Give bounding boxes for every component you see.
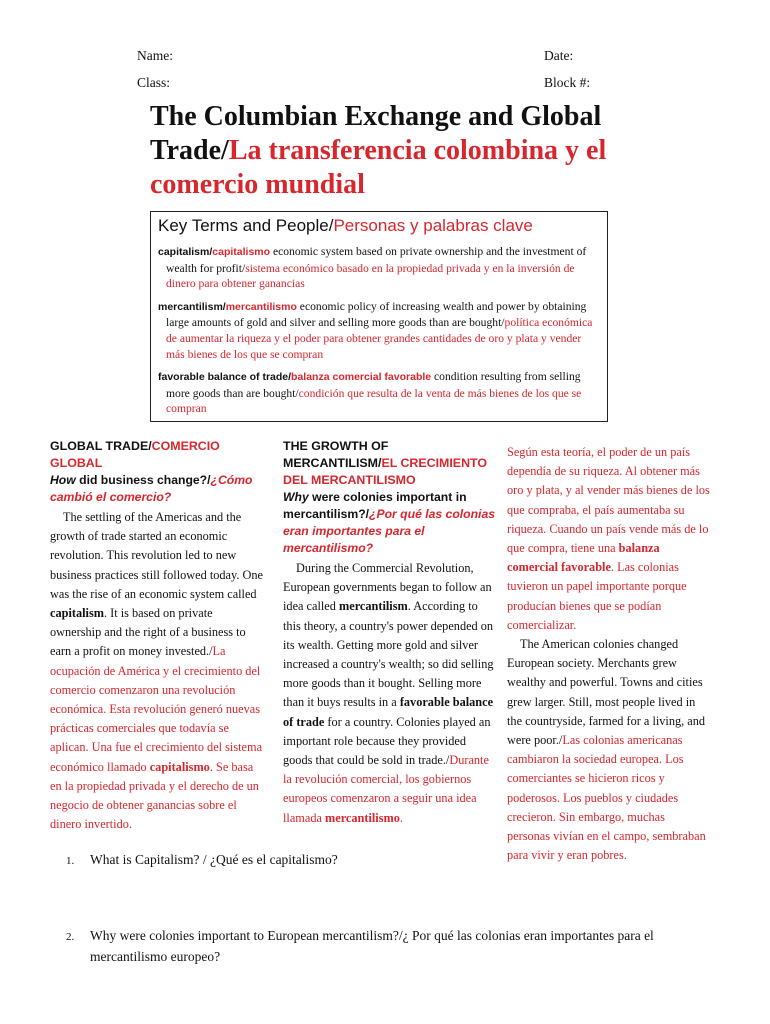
section-body-es xyxy=(507,443,710,635)
body-bold-term: favorable balance of trade xyxy=(283,695,494,729)
body-bold-term-es: capitalismo xyxy=(149,759,210,774)
section-heading-en: GLOBAL TRADE/ xyxy=(50,439,152,453)
key-terms-heading xyxy=(158,216,600,236)
body-text: . According to this theory, a country's power depended on its wealth. Getting more gold and silver increased a country's wealth; so did selling more goods than it bought. Selling more than it buys results in a xyxy=(283,599,494,710)
term-mercantilism xyxy=(158,299,600,362)
question-text-continued: mercantilismo europeo? xyxy=(90,949,221,964)
term-name-es: balanza comercial favorable xyxy=(291,371,432,384)
term-definition-es: sistema económico basado en la propiedad privada y en la inversión de dinero para obtener ganancias xyxy=(166,261,575,291)
name-label: Name: xyxy=(137,48,173,63)
page-title xyxy=(150,100,710,202)
body-text-es: . xyxy=(399,810,403,825)
question-emphasis: Why xyxy=(283,490,309,504)
body-bold-term: mercantilism xyxy=(339,599,408,614)
section-question xyxy=(50,472,265,506)
term-definition-es: condición que resulta de la venta de más bienes de los que se compran xyxy=(166,386,582,416)
term-name-es: mercantilismo xyxy=(225,300,297,313)
body-text-es: Durante la revolución comercial, los gobiernos europeos comenzaron a seguir una idea llamada xyxy=(283,753,489,825)
body-bold-term-es: mercantilismo xyxy=(325,810,400,825)
body-text: for a country. Colonies played an important role because they provided goods that could be sold in trade./ xyxy=(283,714,491,768)
term-name-en: mercantilism/ xyxy=(158,300,226,313)
question-text: What is Capitalism? / ¿Qué es el capitalismo? xyxy=(90,852,338,867)
section-body xyxy=(50,508,265,834)
term-definition-en: economic system based on private ownership and the investment of wealth for profit/ xyxy=(166,245,587,275)
body-bold-term: capitalism xyxy=(50,606,104,621)
section-continuation xyxy=(507,443,710,865)
question-number: 1. xyxy=(66,855,75,867)
term-definition-es: política económica de aumentar la riqueza y el poder para obtener grandes cantidades de oro y plata y vender más bienes de los que se compran xyxy=(166,316,593,361)
body-bold-term-es: balanza comercial favorable xyxy=(507,541,660,575)
term-definition-en: condition resulting from selling more goods than are bought/ xyxy=(166,370,581,400)
question-es: ¿Por qué las colonias eran importantes para el mercantilismo? xyxy=(283,507,496,555)
term-name-es: capitalismo xyxy=(212,246,271,258)
question-en: did business change?/ xyxy=(75,473,211,487)
body-text: The settling of the Americas and the growth of trade started an economic revolution. This revolution led to new business practices still followed today. One was the rise of an economic system called xyxy=(50,510,263,601)
section-global-trade xyxy=(50,438,265,834)
section-heading-es: COMERCIO GLOBAL xyxy=(50,439,220,470)
body-text-es: Según esta teoría, el poder de un país dependía de su riqueza. Al obtener más oro y plata, y al vender más bienes de los que compraba, el país aumentaba su riqueza. Cuando un país vende más de lo que compra, tiene una xyxy=(507,445,710,556)
body-text-es: Las colonias americanas cambiaron la sociedad europea. Los comerciantes se hicieron ricos y poderosos. Los pueblos y ciudades crecieron. Sin embargo, muchas personas vivían en el campo, sembraban para vivir y eran pobres. xyxy=(507,733,706,863)
body-text: The American colonies changed European society. Merchants grew wealthy and powerful. Towns and cities grew larger. Still, most people lived in the countryside, farmed for a living, and were poor./ xyxy=(507,637,706,748)
body-text-es: La ocupación de América y el crecimiento del comercio comenzaron una revolución económica. Esta revolución generó nuevas prácticas comerciales que todavía se aplican. Una fue el crecimiento del sistema económico llamado xyxy=(50,644,263,774)
section-growth-of-mercantilism xyxy=(283,438,498,828)
body-text: During the Commercial Revolution, European governments began to follow an idea called xyxy=(283,561,492,614)
title-spanish: La transferencia colombina y el comercio mundial xyxy=(150,135,607,200)
body-text-es: . Se basa en la propiedad privada y el derecho de un negocio de obtener ganancias sobre el dinero invertido. xyxy=(50,759,259,832)
term-capitalism xyxy=(158,244,600,292)
question-emphasis: How xyxy=(50,473,76,487)
section-question xyxy=(283,489,498,557)
question-1 xyxy=(66,852,338,868)
question-number: 2. xyxy=(66,931,75,943)
term-favorable-balance xyxy=(158,369,600,417)
term-definition-en: economic policy of increasing wealth and power by obtaining large amounts of gold and silver and selling more goods than are bought/ xyxy=(166,299,587,330)
section-body xyxy=(283,559,498,828)
key-terms-box xyxy=(150,211,608,422)
section-heading xyxy=(283,438,498,489)
class-label: Class: xyxy=(137,75,171,90)
question-text: Why were colonies important to European mercantilism?/¿ Por qué las colonias eran importantes para el xyxy=(90,928,654,943)
question-2 xyxy=(66,926,726,966)
key-terms-heading-es: Personas y palabras clave xyxy=(333,216,533,235)
section-heading-es: EL CRECIMIENTO DEL MERCANTILISMO xyxy=(283,456,487,487)
question-es: ¿Cómo cambió el comercio? xyxy=(50,473,253,504)
section-heading xyxy=(50,438,265,472)
question-en: were colonies important in mercantilism?/ xyxy=(283,490,467,521)
title-english: The Columbian Exchange and Global Trade/ xyxy=(150,101,602,166)
key-terms-heading-en: Key Terms and People/ xyxy=(158,216,334,235)
section-heading-en: THE GROWTH OF MERCANTILISM/ xyxy=(283,439,389,470)
date-label: Date: xyxy=(544,48,574,63)
block-label: Block #: xyxy=(544,75,591,90)
term-name-en: capitalism/ xyxy=(158,246,213,258)
body-text: . It is based on private ownership and the right of a business to earn a profit on money invested./ xyxy=(50,606,246,659)
section-body xyxy=(507,635,710,865)
body-text-es: . Las colonias tuvieron un papel importante porque producían bienes que se podían comercializar. xyxy=(507,560,687,632)
term-name-en: favorable balance of trade/ xyxy=(158,371,292,384)
